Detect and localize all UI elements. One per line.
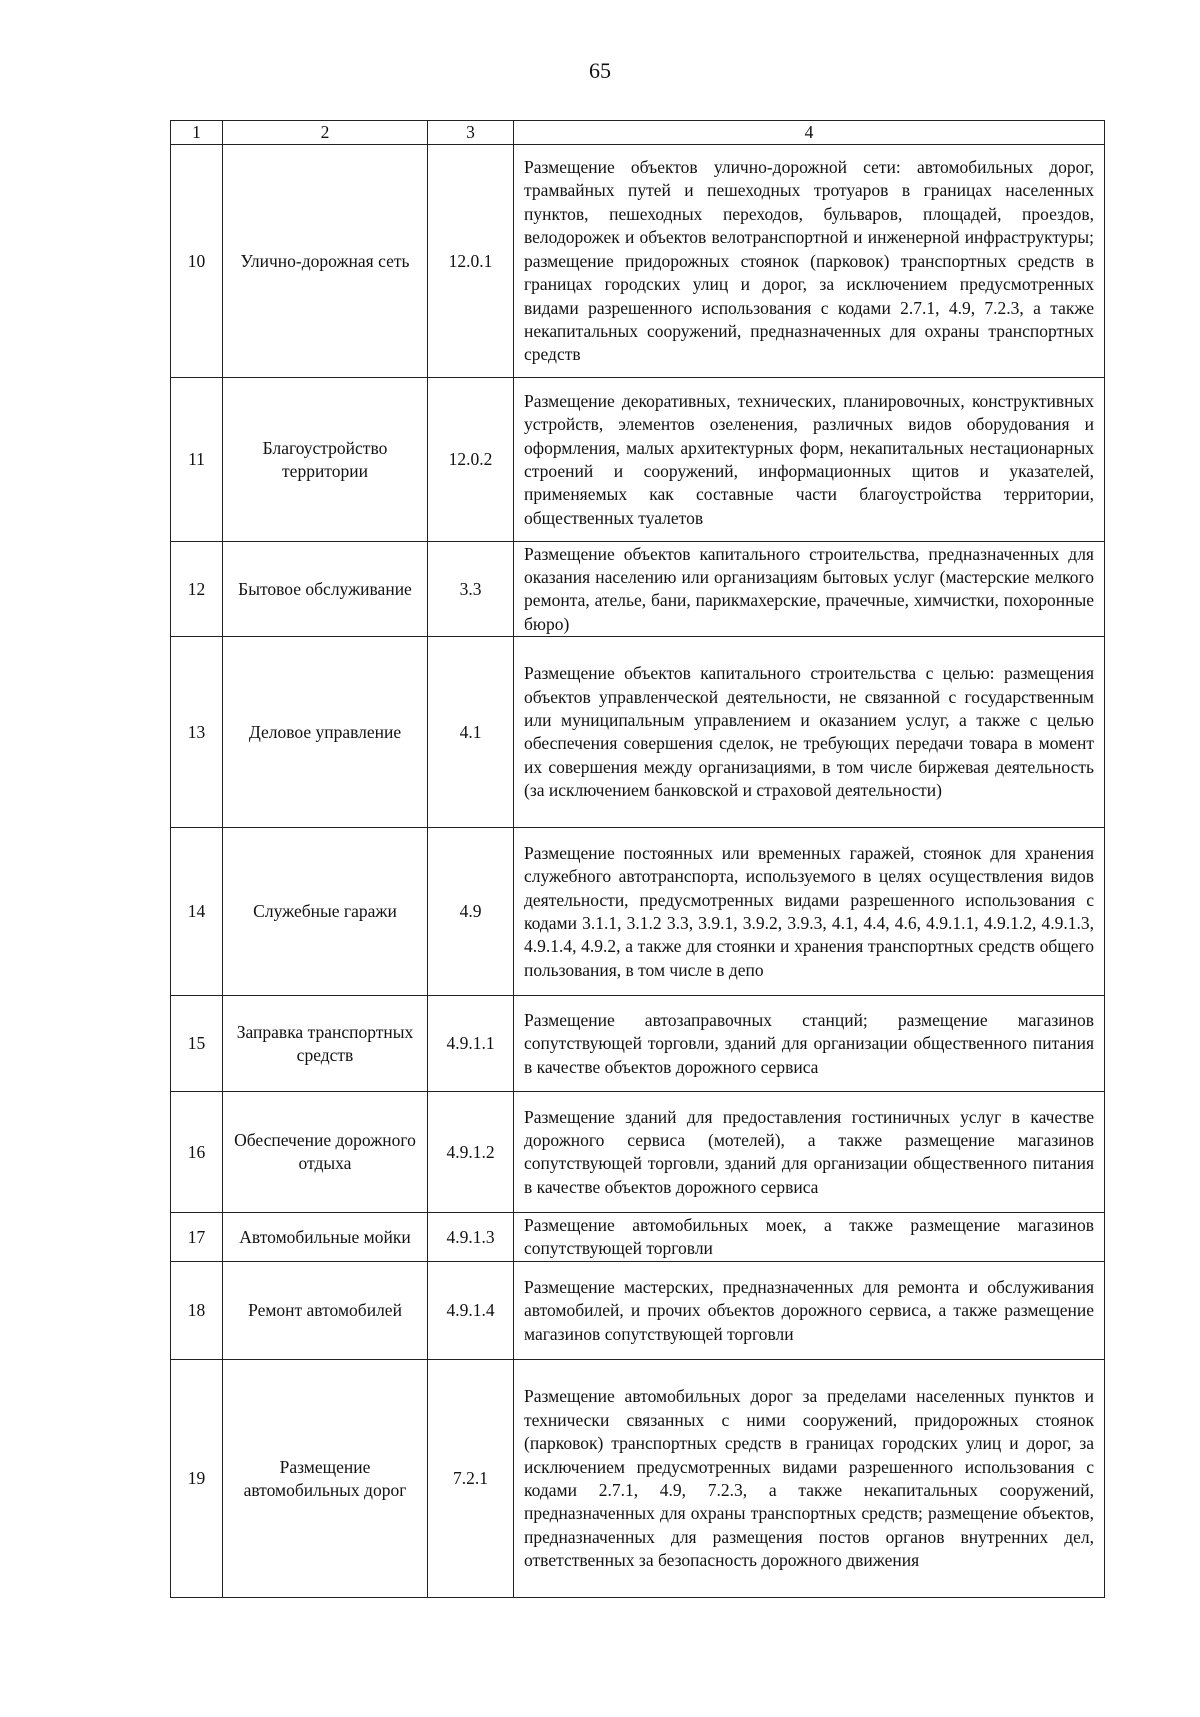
- land-use-name: Обеспечение дорожного отдыха: [223, 1092, 428, 1213]
- table-row: [171, 1262, 1105, 1360]
- land-use-description: Размещение постоянных или временных гаражей, стоянок для хранения служебного автотранспорта, используемого в целях осуществления видов деятельности, предусмотренных видами разрешенного использования с кодами 3.1.1, 3.1.2 3.3, 3.9.1, 3.9.2, 3.9.3, 4.1, 4.4, 4.6, 4.9.1.1, 4.9.1.2, 4.9.1.3, 4.9.1.4, 4.9.2, а также для стоянки и хранения транспортных средств общего пользования, в том числе в депо: [514, 828, 1105, 996]
- row-number: 18: [171, 1262, 223, 1360]
- row-number: 12: [171, 542, 223, 637]
- row-number: 17: [171, 1213, 223, 1262]
- land-use-name: Бытовое обслуживание: [223, 542, 428, 637]
- column-header-description: 4: [514, 121, 1105, 145]
- land-use-code: 7.2.1: [428, 1360, 514, 1598]
- column-header-name: 2: [223, 121, 428, 145]
- land-use-code: 4.9.1.4: [428, 1262, 514, 1360]
- table-row: [171, 1092, 1105, 1213]
- table-row: [171, 145, 1105, 378]
- row-number: 15: [171, 996, 223, 1092]
- land-use-name: Благоустройство территории: [223, 378, 428, 542]
- land-use-description: Размещение декоративных, технических, планировочных, конструктивных устройств, элементов озеленения, различных видов оборудования и оформления, малых архитектурных форм, некапитальных нестационарных строений и сооружений, информационных щитов и указателей, применяемых как составные части благоустройства территории, общественных туалетов: [514, 378, 1105, 542]
- land-use-description: Размещение зданий для предоставления гостиничных услуг в качестве дорожного сервиса (мотелей), а также размещение магазинов сопутствующей торговли, зданий для организации общественного питания в качестве объектов дорожного сервиса: [514, 1092, 1105, 1213]
- table-row: [171, 637, 1105, 828]
- row-number: 16: [171, 1092, 223, 1213]
- land-use-code: 4.1: [428, 637, 514, 828]
- table-row: [171, 542, 1105, 637]
- land-use-name: Размещение автомобильных дорог: [223, 1360, 428, 1598]
- table-row: [171, 996, 1105, 1092]
- land-use-description: Размещение автомобильных дорог за пределами населенных пунктов и технически связанных с ними сооружений, придорожных стоянок (парковок) транспортных средств в границах городских улиц и дорог, за исключением предусмотренных видами разрешенного использования с кодами 2.7.1, 4.9, 7.2.3, а также некапитальных сооружений, предназначенных для охраны транспортных средств; размещение объектов, предназначенных для размещения постов органов внутренних дел, ответственных за безопасность дорожного движения: [514, 1360, 1105, 1598]
- row-number: 10: [171, 145, 223, 378]
- land-use-name: Улично-дорожная сеть: [223, 145, 428, 378]
- land-use-name: Деловое управление: [223, 637, 428, 828]
- land-use-code: 4.9.1.3: [428, 1213, 514, 1262]
- land-use-code: 4.9: [428, 828, 514, 996]
- column-header-code: 3: [428, 121, 514, 145]
- table-header-row: [171, 121, 1105, 145]
- land-use-description: Размещение автозаправочных станций; размещение магазинов сопутствующей торговли, зданий для организации общественного питания в качестве объектов дорожного сервиса: [514, 996, 1105, 1092]
- row-number: 13: [171, 637, 223, 828]
- land-use-name: Служебные гаражи: [223, 828, 428, 996]
- table-row: [171, 1213, 1105, 1262]
- land-use-name: Ремонт автомобилей: [223, 1262, 428, 1360]
- land-use-name: Автомобильные мойки: [223, 1213, 428, 1262]
- land-use-code: 3.3: [428, 542, 514, 637]
- land-use-description: Размещение мастерских, предназначенных для ремонта и обслуживания автомобилей, и прочих объектов дорожного сервиса, а также размещение магазинов сопутствующей торговли: [514, 1262, 1105, 1360]
- row-number: 14: [171, 828, 223, 996]
- land-use-description: Размещение объектов улично-дорожной сети: автомобильных дорог, трамвайных путей и пешеходных тротуаров в границах населенных пунктов, пешеходных переходов, бульваров, площадей, проездов, велодорожек и объектов велотранспортной и инженерной инфраструктуры; размещение придорожных стоянок (парковок) транспортных средств в границах городских улиц и дорог, за исключением предусмотренных видами разрешенного использования с кодами 2.7.1, 4.9, 7.2.3, а также некапитальных сооружений, предназначенных для охраны транспортных средств: [514, 145, 1105, 378]
- land-use-code: 12.0.2: [428, 378, 514, 542]
- page-number: 65: [589, 58, 611, 83]
- land-use-code: 12.0.1: [428, 145, 514, 378]
- land-use-code: 4.9.1.2: [428, 1092, 514, 1213]
- row-number: 19: [171, 1360, 223, 1598]
- table-row: [171, 378, 1105, 542]
- land-use-description: Размещение объектов капитального строительства, предназначенных для оказания населению или организациям бытовых услуг (мастерские мелкого ремонта, ателье, бани, парикмахерские, прачечные, химчистки, похоронные бюро): [514, 542, 1105, 637]
- land-use-table: [170, 120, 1105, 1598]
- land-use-code: 4.9.1.1: [428, 996, 514, 1092]
- row-number: 11: [171, 378, 223, 542]
- land-use-name: Заправка транспортных средств: [223, 996, 428, 1092]
- land-use-description: Размещение автомобильных моек, а также размещение магазинов сопутствующей торговли: [514, 1213, 1105, 1262]
- land-use-description: Размещение объектов капитального строительства с целью: размещения объектов управленческой деятельности, не связанной с государственным или муниципальным управлением и оказанием услуг, а также с целью обеспечения совершения сделок, не требующих передачи товара в момент их совершения между организациями, в том числе биржевая деятельность (за исключением банковской и страховой деятельности): [514, 637, 1105, 828]
- table-row: [171, 828, 1105, 996]
- column-header-number: 1: [171, 121, 223, 145]
- table-row: [171, 1360, 1105, 1598]
